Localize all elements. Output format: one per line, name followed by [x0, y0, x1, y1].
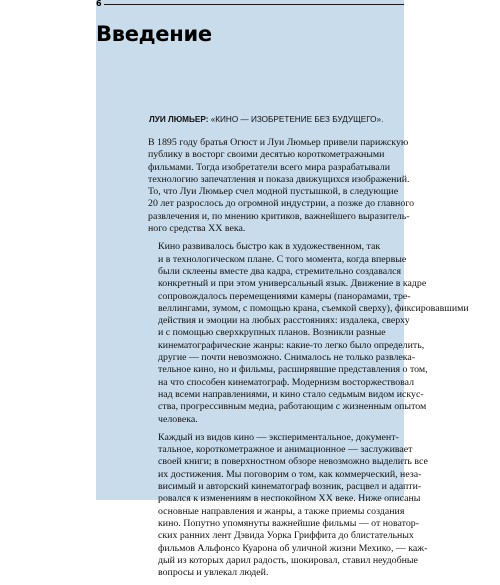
text-line: публику в восторг своими десятью короткометражными: [148, 149, 385, 161]
text-line: ства, прогрессивным медиа, работающим с жизненным опытом: [158, 401, 427, 413]
text-line: висимый и авторский кинематограф возник, расцвел и адапти-: [158, 481, 422, 493]
text-line: конкретный и при этом универсальный язык. Движение в кадре: [158, 278, 427, 290]
paragraph: [148, 431, 428, 580]
text-line: развлечения и, по мнению критиков, важнейшего выразитель-: [148, 210, 410, 222]
text-line: вопросы и увлекал людей.: [158, 567, 269, 579]
text-line: кино. Попутно упомянуты важнейшие фильмы — от новатор-: [158, 517, 420, 529]
text-line: своей книги; в поверхностном обзоре невозможно выделить все: [158, 456, 428, 468]
text-line: веллингами, зумом, с помощью крана, съемкой сверху), фиксировавшими: [158, 302, 469, 314]
epigraph-quote: «КИНО — ИЗОБРЕТЕНИЕ БЕЗ БУДУЩЕГО».: [210, 115, 384, 124]
text-line: То, что Луи Люмьер счел модной пустышкой, в следующие: [148, 186, 399, 198]
text-line: В 1895 году братья Огюст и Луи Люмьер привели парижскую: [148, 137, 409, 148]
header-rule: [104, 4, 404, 5]
paragraph: [148, 241, 469, 425]
text-line: кинематографические жанры: какие-то легко было определить,: [158, 339, 425, 351]
text-line: ного средства XX века.: [148, 223, 246, 235]
text-line: тельное кино, но и фильмы, расширявшие представления о том,: [158, 364, 428, 376]
epigraph: [149, 115, 399, 125]
text-line: ских ранних лент Дэвида Уорка Гриффита до блистательных: [158, 530, 414, 542]
text-line: Кино развивалось быстро как в художественном, так: [158, 241, 381, 253]
text-line: Каждый из видов кино — экспериментальное, документ-: [158, 431, 399, 443]
chapter-title: Введение: [96, 22, 212, 46]
text-line: фильмами. Тогда изобретатели всего мира разрабатывали: [148, 161, 391, 173]
text-line: и с помощью сверхкрупных планов. Возникли разные: [158, 327, 386, 339]
text-line: на что способен кинематограф. Модернизм восторжествовал: [158, 376, 415, 388]
text-line: технологию запечатления и показа движущихся изображений.: [148, 173, 410, 185]
text-line: были склеены вместе два кадра, стремительно создавался: [158, 265, 402, 277]
text-line: действия и эмоции на любых расстояниях: издалека, сверху: [158, 315, 410, 327]
text-line: сопровождалось перемещениями камеры (панорамами, тре-: [158, 290, 411, 302]
text-line: основные направления и жанры, а также приемы создания: [158, 505, 405, 517]
paragraph: [148, 137, 415, 235]
text-line: другие — почти невозможно. Снималось не только развлека-: [158, 352, 416, 364]
text-line: их достижения. Мы поговорим о том, как коммерческий, неза-: [158, 468, 422, 480]
body-text: [148, 137, 469, 585]
text-line: дый из которых дарил радость, шокировал, ставил неудобные: [158, 554, 418, 566]
text-line: ровался к изменениям в неспокойном XX веке. Ниже описаны: [158, 493, 421, 505]
epigraph-author: ЛУИ ЛЮМЬЕР:: [149, 115, 209, 124]
text-line: и в технологическом плане. С того момента, когда впервые: [158, 253, 407, 265]
page-number: 6: [96, 0, 102, 8]
text-line: фильмов Альфонсо Куарона об уличной жизни Мехико, — каж-: [158, 542, 428, 554]
text-line: человека.: [158, 413, 198, 425]
text-line: над всеми направлениями, и кино стало седьмым видом искус-: [158, 388, 424, 400]
text-line: 20 лет разрослось до огромной индустрии, а позже до главного: [148, 198, 415, 210]
text-line: тальное, короткометражное и анимационное — заслуживает: [158, 444, 413, 456]
